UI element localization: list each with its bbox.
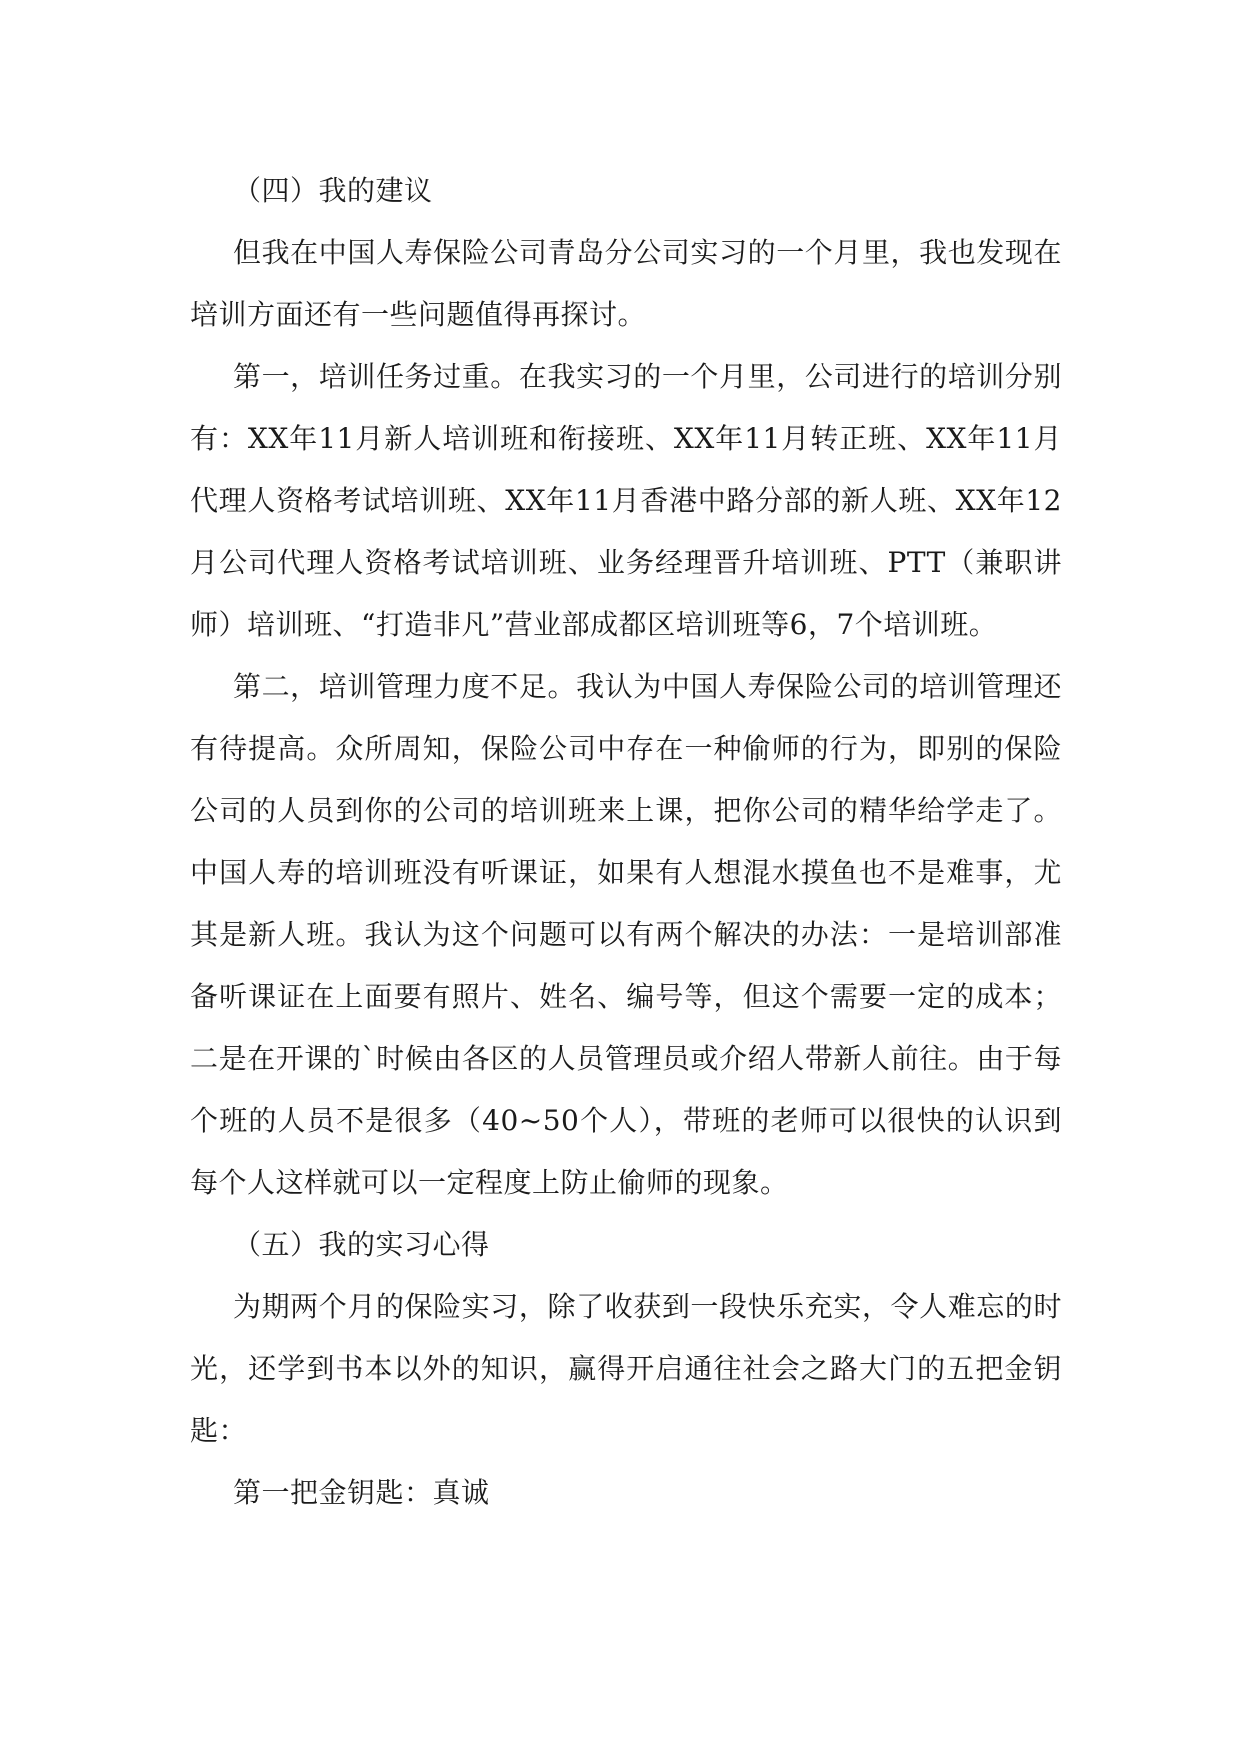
paragraph-experience-intro: 为期两个月的保险实习，除了收获到一段快乐充实，令人难忘的时光，还学到书本以外的知识，赢得开启通往社会之路大门的五把金钥匙： — [190, 1290, 1062, 1447]
paragraph-training-overload: 第一，培训任务过重。在我实习的一个月里，公司进行的培训分别有：XX年11月新人培训班和衔接班、XX年11月转正班、XX年11月代理人资格考试培训班、XX年11月香港中路分部的新人班、XX年12月公司代理人资格考试培训班、业务经理晋升培训班、PTT（兼职讲师）培训班、“打造非凡”营业部成都区培训班等6，7个培训班。 — [190, 360, 1062, 641]
section-heading-suggestions: （四）我的建议 — [233, 174, 433, 207]
paragraph-training-management: 第二，培训管理力度不足。我认为中国人寿保险公司的培训管理还有待提高。众所周知，保险公司中存在一种偷师的行为，即别的保险公司的人员到你的公司的培训班来上课，把你公司的精华给学走了。中国人寿的培训班没有听课证，如果有人想混水摸鱼也不是难事，尤其是新人班。我认为这个问题可以有两个解决的办法：一是培训部准备听课证在上面要有照片、姓名、编号等，但这个需要一定的成本；二是在开课的`时候由各区的人员管理员或介绍人带新人前往。由于每个班的人员不是很多（40~50个人），带班的老师可以很快的认识到每个人这样就可以一定程度上防止偷师的现象。 — [190, 670, 1062, 1199]
paragraph-intro-problems: 但我在中国人寿保险公司青岛分公司实习的一个月里，我也发现在培训方面还有一些问题值得再探讨。 — [190, 236, 1062, 331]
document-body — [190, 160, 1062, 1524]
paragraph-first-key: 第一把金钥匙：真诚 — [233, 1476, 490, 1509]
section-heading-experience: （五）我的实习心得 — [233, 1228, 490, 1261]
